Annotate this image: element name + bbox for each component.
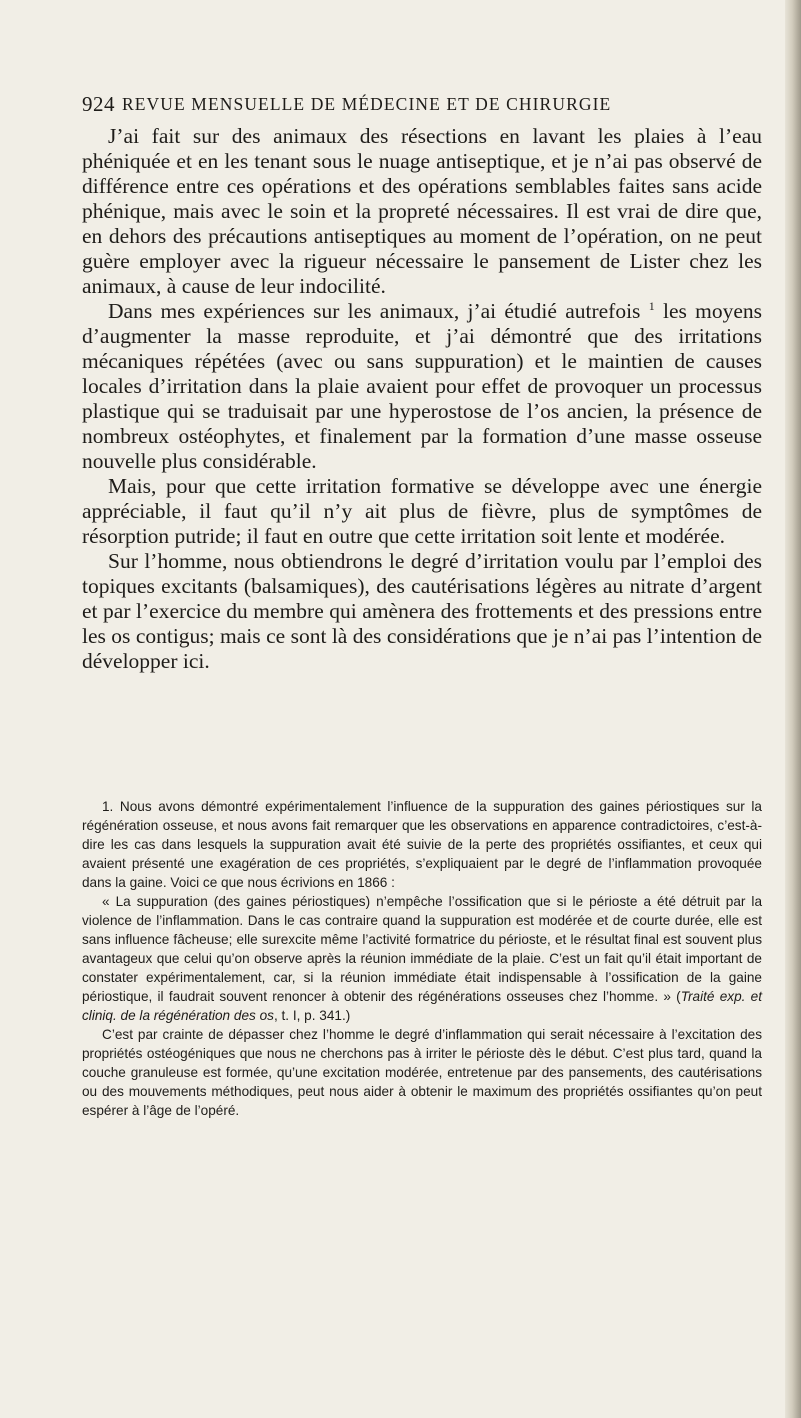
page-binding-edge (785, 0, 801, 1418)
paragraph-2-start: Dans mes expériences sur les animaux, j’ai étudié autrefois (108, 299, 641, 323)
quotation-citation: , t. I, p. 341.) (273, 1008, 351, 1023)
footnotes (82, 797, 762, 1120)
paragraph-3: Mais, pour que cette irritation formative se développe avec une énergie appréciable, il faut qu’il n’y ait plus de fièvre, plus de symptômes de résorption putride; il faut en outre que cette irritation soit lente et modérée. (82, 474, 762, 548)
page-header (82, 92, 762, 122)
footnote-1: 1. Nous avons démontré expérimentalement l’influence de la suppuration des gaines périostiques sur la régénération osseuse, et nous avons fait remarquer que les observations en apparence contradictoires, c’est-à-dire les cas dans lesquels la suppuration avait été suivie de la perte des propriétés ossifiantes, et ceux qui avaient présenté une exagération de ces propriétés, s’expliquaient par le degré de l’inflammation provoquée dans la gaine. Voici ce que nous écrivions en 1866 : (82, 799, 762, 890)
paragraph-1: J’ai fait sur des animaux des résections en lavant les plaies à l’eau phéniquée et en les tenant sous le nuage antiseptique, et je n’ai pas observé de différence entre ces opérations et des opérations semblables faites sans acide phénique, mais avec le soin et la propreté nécessaires. Il est vrai de dire que, en dehors des précautions antiseptiques au moment de l’opération, on ne peut guère employer avec la rigueur nécessaire le pansement de Lister chez les animaux, à cause de leur indocilité. (82, 124, 762, 298)
main-text (82, 124, 762, 674)
quotation-text: « La suppuration (des gaines périostiques) n’empêche l’ossification que si le périoste a été détruit par la violence de l’inflammation. Dans le cas contraire quand la suppuration est modérée et de courte durée, elle est sans influence fâcheuse; elle surexcite même l’activité formatrice du périoste, et le résultat final est souvent plus avantageux que celui qu’on observe après la réunion immédiate de la plaie. C’est un fait qu’il était important de constater expérimentalement, car, si la réunion immédiate était indispensable à l’ossification de la gaine périostique, il faudrait souvent renoncer à obtenir des régénérations osseuses chez l’homme. » ( (82, 894, 762, 1004)
footnote-quotation (82, 892, 762, 1025)
quotation-source: Traité exp. et cliniq. de la régénération des os (82, 989, 762, 1023)
footnote-reference[interactable]: 1 (648, 298, 655, 313)
paragraph-4: Sur l’homme, nous obtiendrons le degré d’irritation voulu par l’emploi des topiques excitants (balsamiques), des cautérisations légères au nitrate d’argent et par l’exercice du membre qui amènera des frottements et des pressions entre les os contigus; mais ce sont là des considérations que je n’ai pas l’intention de développer ici. (82, 549, 762, 673)
footnote-continuation: C’est par crainte de dépasser chez l’homme le degré d’inflammation qui serait nécessaire à l’excitation des propriétés ostéogéniques que nous ne cherchons pas à irriter le périoste dès le début. C’est plus tard, quand la couche granuleuse est formée, qu’une excitation modérée, entretenue par des pansements, des cautérisations ou des mouvements méthodiques, peut nous aider à obtenir le maximum des propriétés ossifiantes qu’on peut espérer à l’âge de l’opéré. (82, 1027, 762, 1118)
running-title: REVUE MENSUELLE DE MÉDECINE ET DE CHIRURGIE (122, 94, 612, 114)
paragraph-2-end: les moyens d’augmenter la masse reproduite, et j’ai démontré que des irritations mécaniques répétées (avec ou sans suppuration) et le maintien de causes locales d’irritation dans la plaie avaient pour effet de provoquer un processus plastique qui se traduisait par une hyperostose de l’os ancien, la présence de nombreux ostéophytes, et finalement par la formation d’une masse osseuse nouvelle plus considérable. (82, 299, 763, 473)
paragraph-2 (82, 299, 762, 474)
page-number: 924 (82, 92, 115, 116)
